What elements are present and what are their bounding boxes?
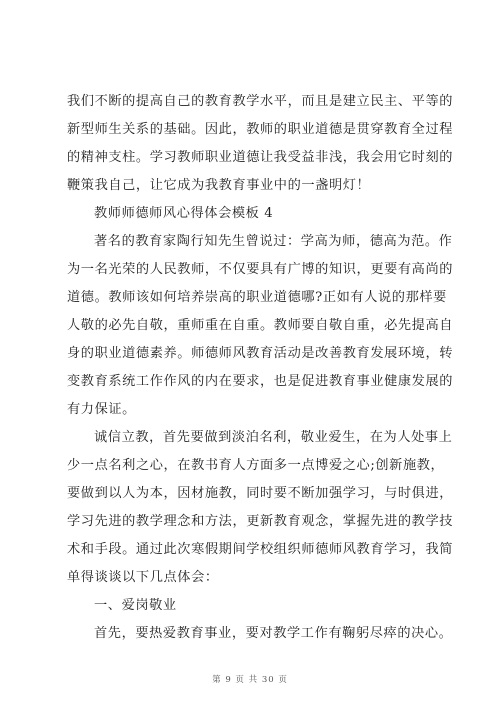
text-line: 变教育系统工作作风的内在要求，也是促进教育事业健康发展的	[67, 374, 454, 389]
text-line: 有力保证。	[67, 402, 136, 417]
text-line: 诚信立教，首先要做到淡泊名利，敬业爱生，在为人处事上	[94, 430, 453, 445]
document-body	[67, 88, 454, 648]
text-line: 术和手段。通过此次寒假期间学校组织师德师风教育学习，我简	[67, 542, 454, 557]
text-line: 单得谈谈以下几点体会：	[67, 570, 219, 585]
text-line: 人敬的必先自敬，重师重在自重。教师要自敬自重，必先提高自	[67, 318, 454, 333]
text-line: 著名的教育家陶行知先生曾说过：学高为师，德高为范。作	[94, 234, 453, 249]
text-line: 教师师德师风心得体会模板 4	[94, 206, 274, 221]
text-line: 一、爱岗敬业	[94, 598, 177, 613]
text-line: 的精神支柱。学习教师职业道德让我受益非浅，我会用它时刻的	[67, 150, 454, 165]
text-line: 鞭策我自己，让它成为我教育事业中的一盏明灯！	[67, 178, 371, 193]
text-line: 要做到以人为本，因材施教，同时要不断加强学习，与时俱进，	[67, 486, 454, 501]
text-line: 首先，要热爱教育事业，要对教学工作有鞠躬尽瘁的决心。	[94, 626, 453, 641]
text-line: 我们不断的提高自己的教育教学水平，而且是建立民主、平等的	[67, 94, 454, 109]
text-line: 为一名光荣的人民教师，不仅要具有广博的知识，更要有高尚的	[67, 262, 454, 277]
text-line: 学习先进的教学理念和方法，更新教育观念，掌握先进的教学技	[67, 514, 454, 529]
text-line: 少一点名利之心，在教书育人方面多一点博爱之心;创新施教，	[67, 458, 445, 473]
text-line: 身的职业道德素养。师德师风教育活动是改善教育发展环境，转	[67, 346, 454, 361]
text-line: 道德。教师该如何培养崇高的职业道德哪?正如有人说的那样要	[67, 290, 447, 305]
page-number: 第 9 页 共 30 页	[212, 675, 288, 685]
text-line: 新型师生关系的基础。因此，教师的职业道德是贯穿教育全过程	[67, 122, 454, 137]
